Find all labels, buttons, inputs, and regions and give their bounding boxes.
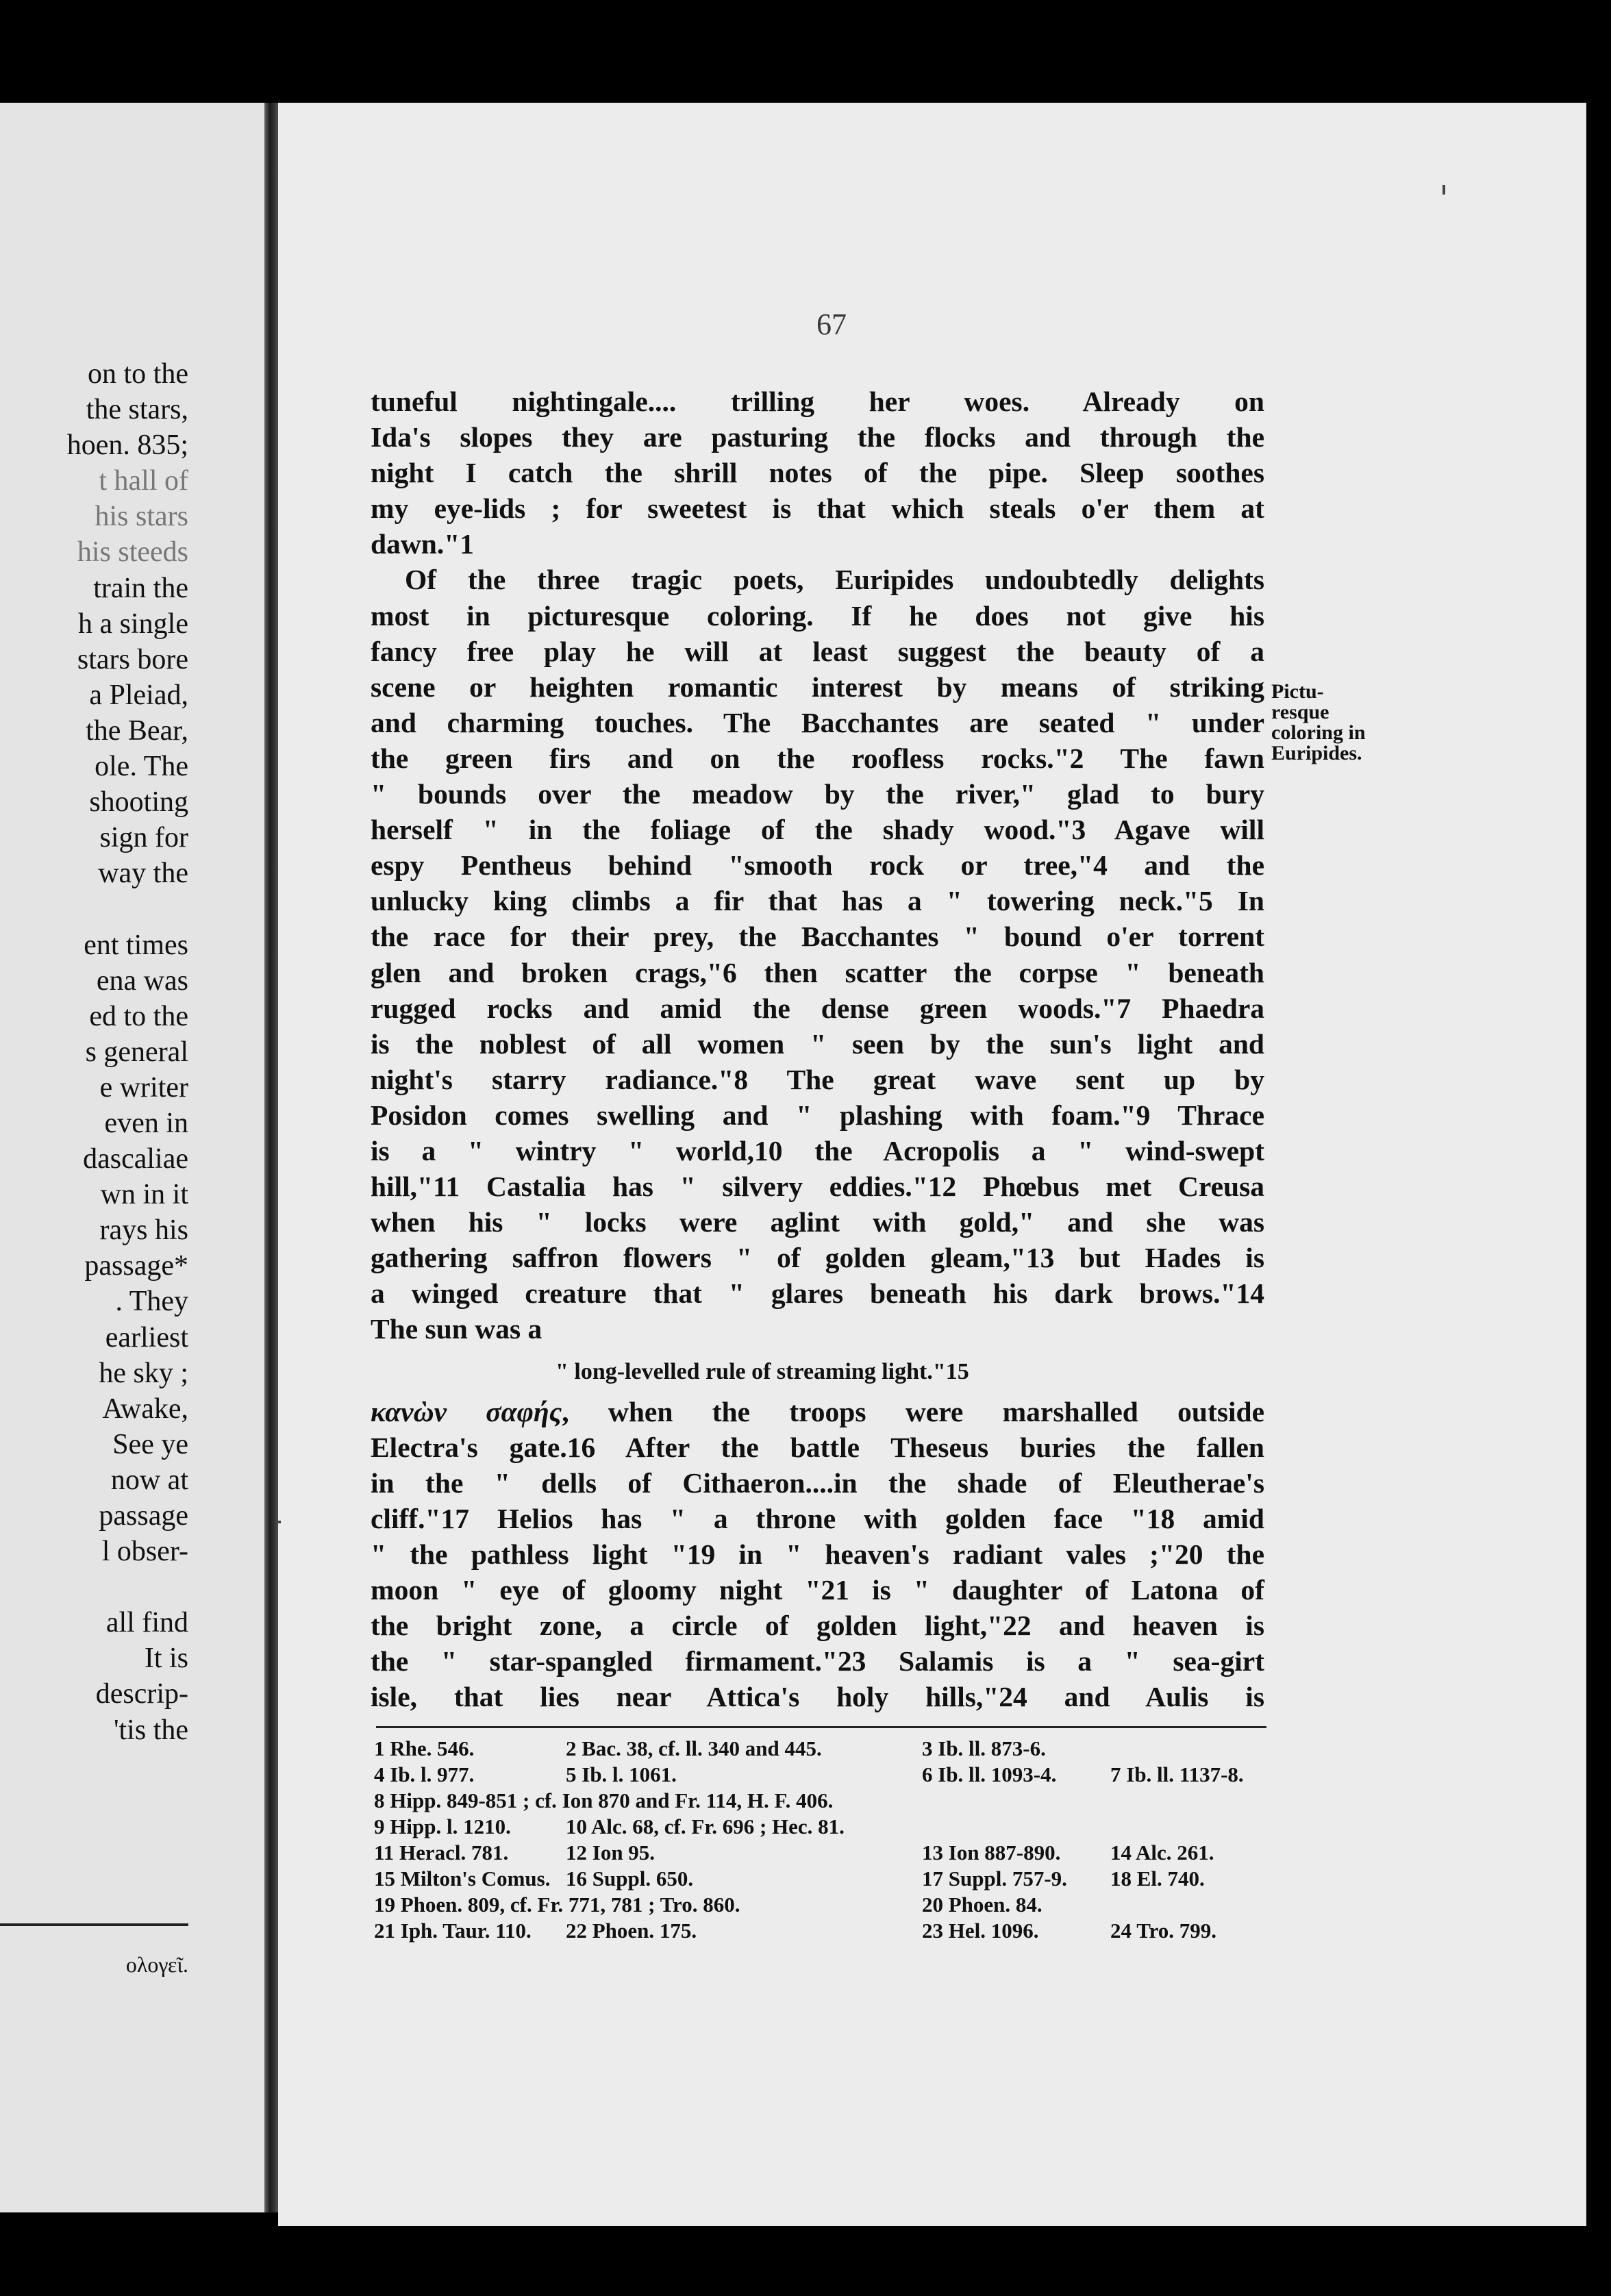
- footnote: 9 Hipp. l. 1210.: [374, 1814, 511, 1838]
- text-line: espy Pentheus behind "smooth rock or tree,"4 and the: [371, 849, 1264, 882]
- footnotes: [374, 1736, 1271, 1944]
- facing-page-line: passage*: [84, 1250, 188, 1282]
- footnote: 13 Ion 887-890.: [922, 1840, 1061, 1864]
- footnote: 3 Ib. ll. 873-6.: [922, 1736, 1046, 1760]
- text-line: Posidon comes swelling and " plashing with foam."9 Thrace: [371, 1099, 1264, 1131]
- footnote: 8 Hipp. 849-851 ; cf. Ion 870 and Fr. 114, H. F. 406.: [374, 1788, 834, 1812]
- facing-page-line: Awake,: [102, 1393, 188, 1425]
- page-number: 67: [816, 308, 847, 341]
- text-line: the " star-spangled firmament."23 Salamis is a " sea-girt: [371, 1645, 1264, 1677]
- footnote: 7 Ib. ll. 1137-8.: [1110, 1762, 1244, 1786]
- text-line: dawn."1: [371, 528, 475, 560]
- footnote-row: [374, 1866, 1271, 1892]
- footnote-row: [374, 1762, 1271, 1788]
- text-line: is a " wintry " world,10 the Acropolis a " wind-swept: [371, 1134, 1264, 1166]
- footnote: 19 Phoen. 809, cf. Fr. 771, 781 ; Tro. 860.: [374, 1893, 740, 1917]
- facing-page-line: train the: [93, 572, 188, 604]
- text-line: Ida's slopes they are pasturing the flocks and through the: [371, 421, 1264, 453]
- facing-page-line: [0, 891, 188, 927]
- greek-phrase: κανὼν σαφής: [371, 1395, 562, 1427]
- text-line: The sun was a: [371, 1313, 542, 1345]
- book-gutter: [264, 103, 278, 2212]
- footnote: 18 El. 740.: [1110, 1867, 1205, 1891]
- text-line: gathering saffron flowers " of golden gleam,"13 but Hades is: [371, 1242, 1264, 1274]
- footnote-row: [374, 1840, 1271, 1866]
- footnote: 20 Phoen. 84.: [922, 1893, 1042, 1917]
- margin-note-line: resque: [1271, 701, 1329, 723]
- facing-page-line: 'tis the: [113, 1714, 188, 1746]
- facing-page-line: sign for: [99, 822, 188, 854]
- footnote: 15 Milton's Comus.: [374, 1867, 551, 1891]
- footnote: 22 Phoen. 175.: [566, 1919, 697, 1943]
- facing-page-line: ed to the: [89, 1000, 188, 1032]
- margin-note-line: Pictu-: [1271, 680, 1324, 703]
- facing-page-line: shooting: [89, 786, 188, 819]
- text-line: unlucky king climbs a fir that has a " towering neck."5 In: [371, 885, 1264, 917]
- footnote-rule: [376, 1726, 1266, 1728]
- footnote: 16 Suppl. 650.: [566, 1867, 694, 1891]
- body-paragraphs-continued: [371, 1394, 1264, 1715]
- facing-page-line: l obser-: [101, 1536, 188, 1568]
- text-line: night I catch the shrill notes of the pipe. Sleep soothes: [371, 457, 1264, 489]
- facing-page-line: even in: [104, 1107, 188, 1139]
- margin-note-line: coloring in: [1271, 721, 1366, 744]
- footnote: 5 Ib. l. 1061.: [566, 1762, 677, 1786]
- facing-page-line: It is: [144, 1643, 188, 1675]
- facing-page-line: earliest: [105, 1321, 188, 1353]
- text-line: a winged creature that " glares beneath his dark brows."14: [371, 1277, 1264, 1310]
- facing-page-footnote: ολογεῖ.: [125, 1952, 188, 1977]
- body-paragraphs: [371, 384, 1264, 1347]
- footnote: 14 Alc. 261.: [1110, 1840, 1214, 1864]
- text-line: herself " in the foliage of the shady wood."3 Agave will: [371, 814, 1264, 846]
- facing-page-line: [0, 1569, 188, 1605]
- footnote: 10 Alc. 68, cf. Fr. 696 ; Hec. 81.: [566, 1814, 845, 1838]
- footnote: 24 Tro. 799.: [1110, 1919, 1217, 1943]
- margin-note-line: Euripides.: [1271, 742, 1362, 764]
- footnote-row: [374, 1736, 1271, 1762]
- footnote-row: [374, 1788, 1271, 1814]
- page: [278, 103, 1586, 2226]
- facing-page-line: stars bore: [77, 643, 188, 675]
- text-line: when his " locks were aglint with gold," and she was: [371, 1206, 1264, 1238]
- facing-page-line: passage: [99, 1500, 188, 1532]
- facing-page-line: ent times: [84, 929, 188, 961]
- footnote-row: [374, 1892, 1271, 1918]
- facing-page-line: See ye: [112, 1428, 188, 1460]
- text-line: the green firs and on the roofless rocks."2 The fawn: [371, 742, 1264, 774]
- text-line: rugged rocks and amid the dense green woods."7 Phaedra: [371, 992, 1264, 1024]
- text-line: and charming touches. The Bacchantes are seated " under: [371, 706, 1264, 738]
- footnote: 11 Heracl. 781.: [374, 1840, 509, 1864]
- facing-page-line: s general: [85, 1036, 188, 1068]
- text-line: " bounds over the meadow by the river," glad to bury: [371, 778, 1264, 810]
- text-line: most in picturesque coloring. If he does not give his: [371, 599, 1264, 632]
- footnote: 6 Ib. ll. 1093-4.: [922, 1762, 1057, 1786]
- text-line: κανὼν σαφής, when the troops were marshalled outside: [371, 1395, 1264, 1427]
- text-line: hill,"11 Castalia has " silvery eddies."12 Phœbus met Creusa: [371, 1171, 1264, 1203]
- text-line: my eye-lids ; for sweetest is that which steals o'er them at: [371, 492, 1264, 525]
- facing-page-text: [0, 356, 188, 1748]
- text-line: the race for their prey, the Bacchantes " bound o'er torrent: [371, 921, 1264, 953]
- facing-page-line: ena was: [96, 964, 188, 997]
- text-line: glen and broken crags,"6 then scatter the corpse " beneath: [371, 956, 1264, 988]
- facing-page-line: his stars: [95, 501, 188, 533]
- footnote: 21 Iph. Taur. 110.: [374, 1919, 532, 1943]
- text-line: in the " dells of Cithaeron....in the shade of Eleutherae's: [371, 1467, 1264, 1499]
- facing-page-line: his steeds: [77, 536, 188, 569]
- text-line: isle, that lies near Attica's holy hills,"24 and Aulis is: [371, 1681, 1264, 1713]
- body-text: [371, 384, 1264, 1714]
- footnote: 17 Suppl. 757-9.: [922, 1867, 1067, 1891]
- scan-speck: [278, 1521, 281, 1523]
- facing-page-line: t hall of: [99, 465, 188, 497]
- footnote-row: [374, 1814, 1271, 1840]
- facing-page-line: e writer: [99, 1071, 188, 1103]
- footnote: 1 Rhe. 546.: [374, 1736, 475, 1760]
- facing-page-line: hoen. 835;: [66, 429, 188, 462]
- text-line: moon " eye of gloomy night "21 is " daughter of Latona of: [371, 1574, 1264, 1606]
- facing-page-line: . They: [115, 1286, 188, 1318]
- facing-page-line: descrip-: [95, 1678, 188, 1710]
- facing-page-footnote-rule: [0, 1923, 188, 1926]
- facing-page-line: now at: [110, 1464, 188, 1496]
- footnote: 4 Ib. l. 977.: [374, 1762, 475, 1786]
- facing-page-line: rays his: [99, 1214, 188, 1247]
- facing-page-line: h a single: [78, 608, 188, 640]
- facing-page-line: wn in it: [100, 1179, 188, 1211]
- text-line: fancy free play he will at least suggest the beauty of a: [371, 635, 1264, 667]
- facing-page-line: a Pleiad,: [89, 679, 188, 711]
- facing-page-fragment: [0, 103, 264, 2212]
- margin-note: [1271, 682, 1408, 764]
- facing-page-line: ole. The: [95, 751, 188, 783]
- text-line: is the noblest of all women " seen by the sun's light and: [371, 1027, 1264, 1060]
- text-line: the bright zone, a circle of golden light,"22 and heaven is: [371, 1610, 1264, 1642]
- text-line: Of the three tragic poets, Euripides undoubtedly delights: [405, 564, 1264, 596]
- footnote: 12 Ion 95.: [566, 1840, 655, 1864]
- facing-page-line: on to the: [88, 358, 188, 390]
- scan-speck: [1443, 185, 1445, 195]
- footnote: 2 Bac. 38, cf. ll. 340 and 445.: [566, 1736, 822, 1760]
- facing-page-line: he sky ;: [99, 1357, 188, 1389]
- footnote-row: [374, 1918, 1271, 1944]
- facing-page-line: way the: [98, 858, 188, 890]
- text-line: " the pathless light "19 in " heaven's radiant vales ;"20 the: [371, 1538, 1264, 1570]
- facing-page-line: the Bear,: [86, 714, 188, 747]
- text-line: cliff."17 Helios has " a throne with golden face "18 amid: [371, 1502, 1264, 1534]
- facing-page-line: the stars,: [86, 394, 188, 426]
- facing-page-line: all find: [105, 1607, 188, 1639]
- text-line: Electra's gate.16 After the battle Theseus buries the fallen: [371, 1431, 1264, 1463]
- footnote: 23 Hel. 1096.: [922, 1919, 1039, 1943]
- text-line: scene or heighten romantic interest by means of striking: [371, 671, 1264, 703]
- facing-page-line: dascaliae: [83, 1143, 188, 1175]
- text-line: night's starry radiance."8 The great wave sent up by: [371, 1063, 1264, 1095]
- block-quote: " long-levelled rule of streaming light."15: [555, 1358, 969, 1384]
- text-line: tuneful nightingale.... trilling her woes. Already on: [371, 386, 1264, 417]
